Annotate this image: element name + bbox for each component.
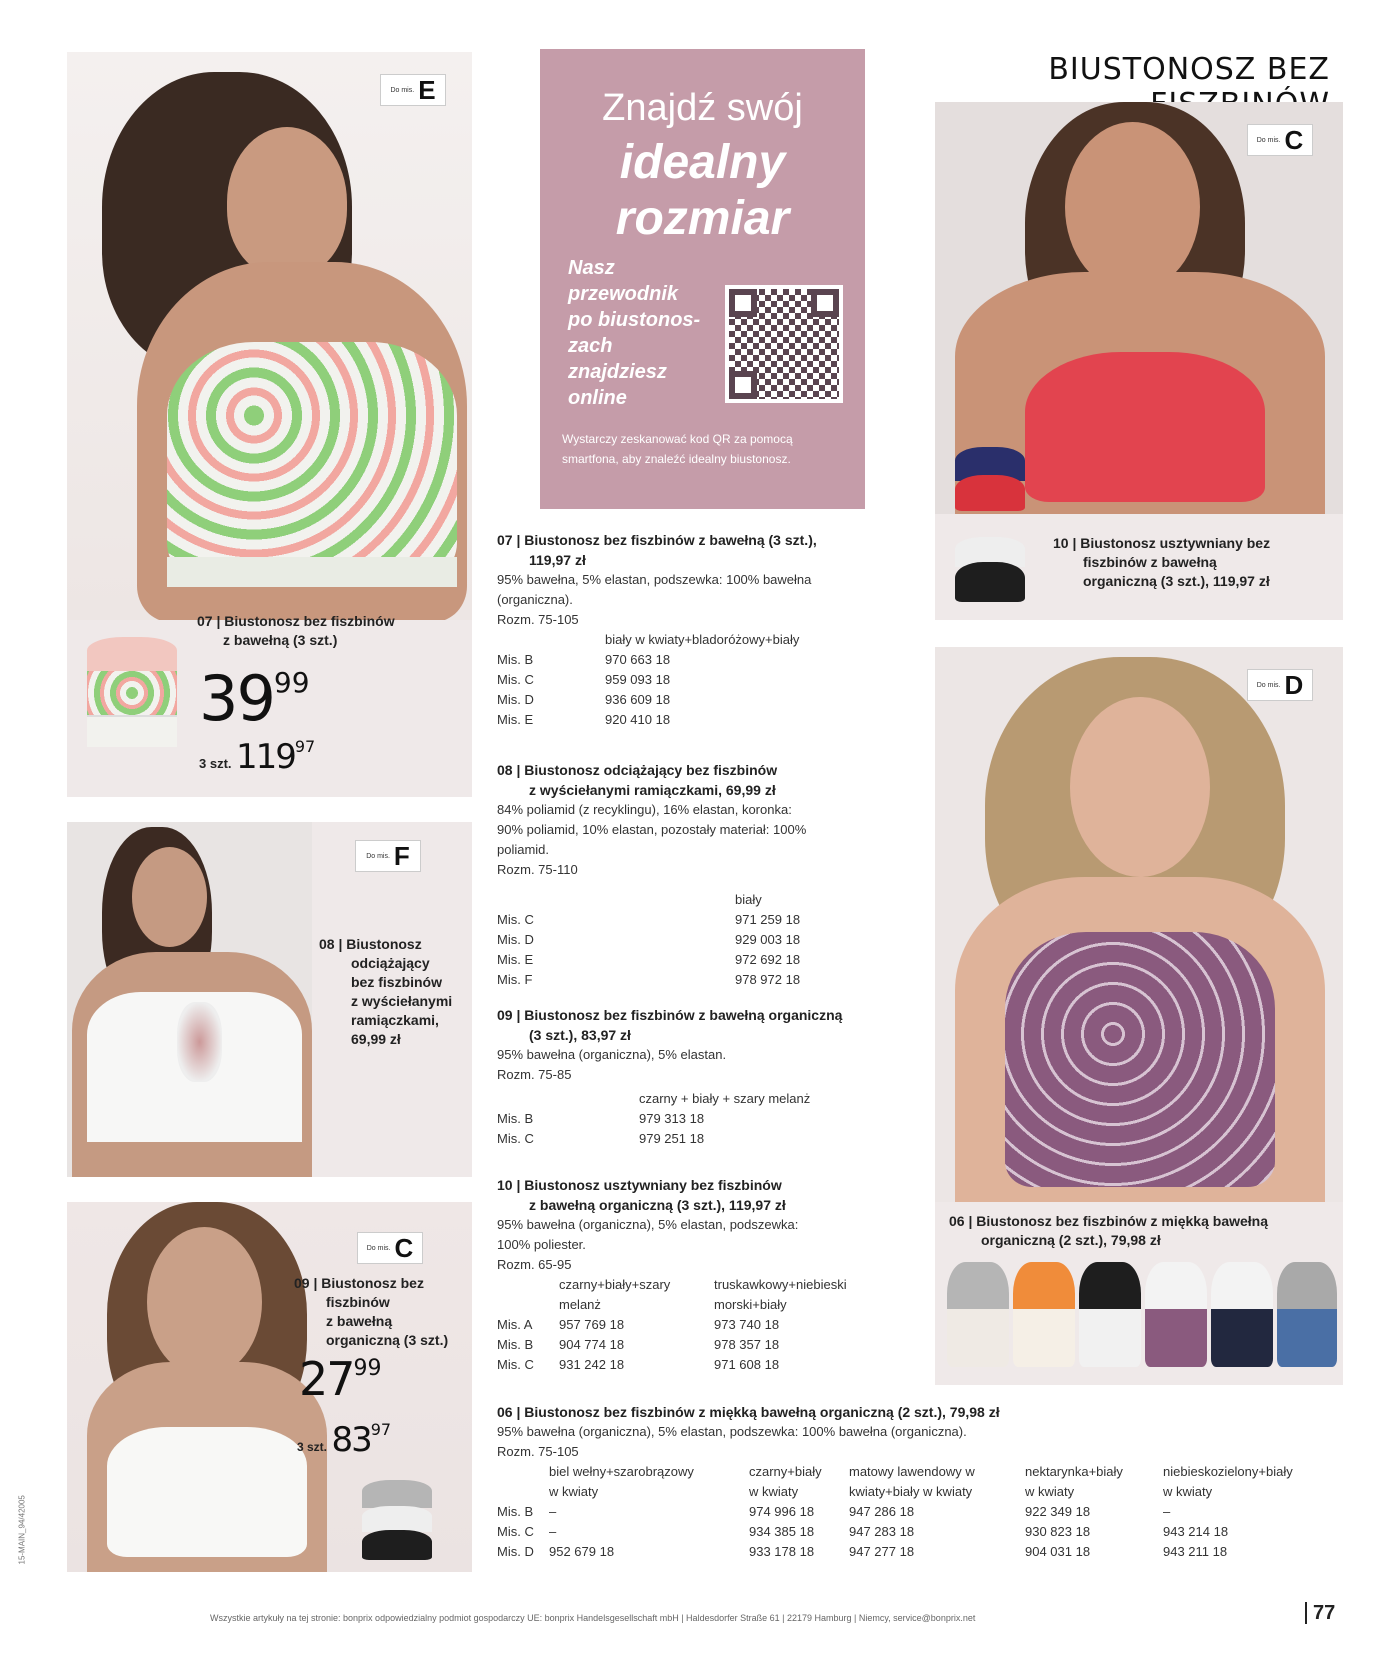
cup-cell: Mis. F (497, 972, 533, 987)
table-row (497, 1335, 847, 1355)
product-title-10: 10 | Biustonosz usztywniany bez fiszbinów z bawełną organiczną (3 szt.), 119,97 zł (1053, 534, 1343, 591)
side-code: 15-MAIN_94/42005 (17, 1495, 27, 1565)
table-row (497, 1522, 1293, 1542)
color-header: melanż (559, 1297, 601, 1312)
cup-cell: Mis. B (497, 1111, 534, 1126)
promo-note (562, 429, 852, 469)
product-title-08: 08 | Biustonosz odciążający bez fiszbinów z wyściełanymi ramiączkami, 69,99 zł (319, 935, 469, 1049)
title-line1: Biustonosz bez (321, 1275, 424, 1291)
spec-title-line1: Biustonosz odciążający bez fiszbinów (524, 762, 778, 778)
guide-line: przewodnik (568, 283, 679, 305)
variant-orange (1013, 1262, 1075, 1367)
spec-number: 07 (497, 532, 513, 548)
product-photo-07 (67, 52, 472, 620)
product-card-09[interactable] (67, 1202, 472, 1572)
title-line4: organiczną (3 szt.) (326, 1332, 449, 1348)
title-line1: Biustonosz bez fiszbinów z miękką bawełną (976, 1213, 1269, 1229)
cup-cell: Mis. C (497, 672, 534, 687)
color-header: matowy lawendowy w (849, 1464, 975, 1479)
badge-cup: D (1284, 669, 1304, 700)
cup-cell: Mis. C (497, 1131, 534, 1146)
title-line3: organiczną (3 szt.), 119,97 zł (1083, 573, 1270, 589)
price-decimal: 99 (273, 666, 310, 699)
color-header: czarny+biały+szary (559, 1277, 671, 1292)
cup-cell: Mis. D (497, 1544, 534, 1559)
table-row (497, 1355, 847, 1375)
guide-line: online (568, 387, 627, 409)
cup-cell: Mis. B (497, 1504, 534, 1519)
color-header: truskawkowy+niebieski (714, 1277, 847, 1292)
product-card-08[interactable] (67, 822, 472, 1177)
spec-desc: poliamid. (497, 842, 550, 857)
table-row (497, 1315, 847, 1335)
cup-cell: Mis. B (497, 1337, 534, 1352)
cup-cell: Mis. C (497, 1524, 534, 1539)
badge-prefix: Do mis. (390, 86, 415, 94)
cup-cell: Mis. E (497, 952, 534, 967)
product-title-09: 09 | Biustonosz bez fiszbinów z bawełną organiczną (3 szt.) (294, 1274, 472, 1350)
note-line: Wystarczy zeskanować kod QR za pomocą (562, 432, 793, 446)
variant-navy (1211, 1262, 1273, 1367)
product-card-07[interactable] (67, 52, 472, 797)
article-cell: 952 679 18 (549, 1544, 615, 1559)
size-guide-promo[interactable] (540, 49, 865, 509)
table-row (497, 710, 799, 730)
spec-block-10: 10 | Biustonosz usztywniany bez fiszbinów z bawełną organiczną (3 szt.), 119,97 zł 95% bawełna (organiczna), 5% elastan, podszewka: 100% poliester. Rozm. 65-95 czarny+biały+szary melanż truskawkowy+niebieski morski+biały Mis. A 957 769 18 973 740 18 Mis. B 904 774 18 978 357 18 Mis. C 931 242 18 971 608 18 (497, 1175, 917, 1375)
price-multi-07 (199, 737, 315, 777)
cup-cell: Mis. E (497, 712, 534, 727)
table-row (497, 1502, 1293, 1522)
promo-line2: idealny (619, 136, 786, 189)
multi-label: 3 szt. (297, 1440, 328, 1454)
product-card-10[interactable] (935, 102, 1343, 620)
spec-number: 06 (497, 1404, 513, 1420)
cup-cell: Mis. A (497, 1317, 533, 1332)
product-number: 10 (1053, 535, 1069, 551)
spec-title-line1: Biustonosz bez fiszbinów z bawełną organiczną (524, 1007, 843, 1023)
article-cell: 973 740 18 (714, 1317, 780, 1332)
product-card-06[interactable] (935, 647, 1343, 1385)
variant-black (1079, 1262, 1141, 1367)
article-cell: 931 242 18 (559, 1357, 625, 1372)
title-line2: organiczną (2 szt.), 79,98 zł (981, 1232, 1161, 1248)
article-cell: 959 093 18 (605, 672, 671, 687)
title-line1: Biustonosz usztywniany bez (1080, 535, 1271, 551)
article-cell: – (1163, 1504, 1171, 1519)
spec-block-08: 08 | Biustonosz odciążający bez fiszbinów z wyściełanymi ramiączkami, 69,99 zł 84% poliamid (z recyklingu), 16% elastan, koronka: 90% poliamid, 10% elastan, pozostały materiał: 100% poliamid. Rozm. 75-110 biały Mis. C 971 259 18 Mis. D 929 003 18 Mis. E 972 692 18 Mis. F 978 972 18 (497, 760, 897, 990)
article-cell: 904 774 18 (559, 1337, 625, 1352)
spec-block-09: 09 | Biustonosz bez fiszbinów z bawełną organiczną (3 szt.), 83,97 zł 95% bawełna (organiczna), 5% elastan. Rozm. 75-85 czarny + biały + szary melanż Mis. B 979 313 18 Mis. C 979 251 18 (497, 1005, 897, 1149)
spec-block-06: 06 | Biustonosz bez fiszbinów z miękką bawełną organiczną (2 szt.), 79,98 zł 95% bawełna (organiczna), 5% elastan, podszewka: 100% bawełna (organiczna). Rozm. 75-105 biel wełny+szarobrązowy w kwiaty czarny+biały w kwiaty matowy lawendowy w kwiaty+biały w kwiaty nektarynka+biały w kwiaty niebieskozielony+biały w kwiaty Mis. B – 974 996 18 947 286 18 922 349 18 – Mis. C – 934 385 18 947 283 18 930 823 18 943 214 18 Mis. D 952 679 18 933 178 18 947 277 18 904 031 18 943 211 18 (497, 1402, 1357, 1562)
product-number: 07 (197, 613, 213, 629)
product-photo-08 (67, 822, 312, 1177)
page-title: BIUSTONOSZ BEZ (1048, 52, 1330, 87)
table-row (497, 1542, 1293, 1562)
article-cell: 933 178 18 (749, 1544, 815, 1559)
title-line1: Biustonosz (346, 936, 422, 952)
spec-sizes: Rozm. 75-110 (497, 862, 578, 877)
product-thumbnail-10 (955, 447, 1025, 607)
cup-size-badge-F (355, 840, 421, 872)
price-integer: 39 (199, 662, 274, 735)
article-cell: 947 277 18 (849, 1544, 915, 1559)
size-table-06 (497, 1462, 1293, 1562)
price-decimal: 99 (353, 1356, 382, 1381)
article-cell: 978 357 18 (714, 1337, 780, 1352)
size-table-09 (497, 1089, 810, 1149)
color-header: czarny+biały (749, 1464, 822, 1479)
title-line1: Biustonosz bez fiszbinów (224, 613, 395, 629)
cup-cell: Mis. D (497, 692, 534, 707)
article-cell: 974 996 18 (749, 1504, 815, 1519)
product-title-06: 06 | Biustonosz bez fiszbinów z miękką bawełną organiczną (2 szt.), 79,98 zł (949, 1212, 1339, 1250)
color-header: czarny + biały + szary melanż (639, 1091, 811, 1106)
color-header: w kwiaty (1025, 1484, 1075, 1499)
color-header: w kwiaty (1163, 1484, 1213, 1499)
price-integer: 27 (299, 1352, 354, 1406)
bra-floral-print (167, 342, 457, 587)
product-number: 08 (319, 936, 335, 952)
title-line3: bez fiszbinów (351, 974, 442, 990)
badge-prefix: Do mis. (366, 852, 390, 860)
spec-desc: 95% bawełna (organiczna), 5% elastan, podszewka: (497, 1217, 799, 1232)
cup-cell: Mis. C (497, 1357, 534, 1372)
size-table-08 (497, 890, 800, 990)
badge-prefix: Do mis. (366, 1244, 391, 1252)
color-header: morski+biały (714, 1297, 787, 1312)
article-cell: 979 251 18 (639, 1131, 705, 1146)
multi-price-decimal: 97 (294, 737, 316, 756)
color-header: w kwiaty (549, 1484, 599, 1499)
title-line3: z bawełną (326, 1313, 393, 1329)
spec-desc: 95% bawełna (organiczna), 5% elastan, podszewka: 100% bawełna (organiczna). (497, 1424, 967, 1439)
spec-block-07: 07 | Biustonosz bez fiszbinów z bawełną (3 szt.), 119,97 zł 95% bawełna, 5% elastan, podszewka: 100% bawełna (organiczna). Rozm. 75-105 biały w kwiaty+bladoróżowy+biały Mis. B 970 663 18 Mis. C 959 093 18 Mis. D 936 609 18 Mis. E 920 410 18 (497, 530, 897, 730)
table-row (497, 690, 799, 710)
title-line2: odciążający (351, 955, 430, 971)
bra-red (1025, 352, 1265, 502)
cup-size-badge-C (1247, 124, 1313, 156)
spec-title-line1: Biustonosz bez fiszbinów z bawełną (3 szt.), (524, 532, 817, 548)
guide-line: znajdziesz (568, 361, 667, 383)
promo-line3: rozmiar (615, 192, 790, 245)
page-number-text: 77 (1305, 1602, 1335, 1624)
spec-desc: (organiczna). (497, 592, 573, 607)
article-cell: 979 313 18 (639, 1111, 705, 1126)
table-row (497, 1109, 810, 1129)
spec-number: 08 (497, 762, 513, 778)
cup-cell: Mis. B (497, 652, 534, 667)
variant-thumbnails-06 (947, 1262, 1337, 1372)
cup-cell: Mis. C (497, 912, 534, 927)
title-line5: ramiączkami, (351, 1012, 439, 1028)
article-cell: 971 259 18 (735, 912, 801, 927)
promo-line1: Znajdź swój (602, 87, 803, 129)
article-cell: 971 608 18 (714, 1357, 780, 1372)
spec-sizes: Rozm. 75-105 (497, 612, 579, 627)
cup-cell: Mis. D (497, 932, 534, 947)
guide-line: Nasz (568, 257, 615, 279)
spec-title-line2: z bawełną organiczną (3 szt.), 119,97 zł (529, 1197, 786, 1213)
badge-cup: C (1284, 124, 1304, 155)
promo-guide-text (568, 255, 728, 411)
multi-price-integer: 119 (235, 737, 295, 777)
color-header: biel wełny+szarobrązowy (549, 1464, 694, 1479)
table-row (497, 670, 799, 690)
article-cell: 943 214 18 (1163, 1524, 1229, 1539)
spec-sizes: Rozm. 65-95 (497, 1257, 572, 1272)
page-number (1305, 1602, 1335, 1625)
article-cell: 978 972 18 (735, 972, 801, 987)
article-cell: 922 349 18 (1025, 1504, 1091, 1519)
spec-number: 10 (497, 1177, 513, 1193)
color-header: niebieskozielony+biały (1163, 1464, 1293, 1479)
product-number: 09 (294, 1275, 310, 1291)
spec-number: 09 (497, 1007, 513, 1023)
article-cell: 957 769 18 (559, 1317, 625, 1332)
spec-desc: 95% bawełna (organiczna), 5% elastan. (497, 1047, 727, 1062)
multi-price-integer: 83 (331, 1420, 371, 1460)
article-cell: 930 823 18 (1025, 1524, 1091, 1539)
table-row (497, 1129, 810, 1149)
color-header: kwiaty+biały w kwiaty (849, 1484, 973, 1499)
article-cell: – (549, 1504, 557, 1519)
variant-blue (1277, 1262, 1337, 1367)
footer-legal: Wszystkie artykuły na tej stronie: bonprix odpowiedzialny podmiot gospodarczy UE: bonprix Handelsgesellschaft mbH | Haldesdorfer Straße 61 | 22179 Hamburg | Niemcy, service@bonprix.net (210, 1613, 976, 1623)
title-line2: fiszbinów (326, 1294, 390, 1310)
article-cell: 920 410 18 (605, 712, 671, 727)
price-multi-09 (297, 1420, 391, 1460)
table-row (497, 910, 800, 930)
article-cell: 972 692 18 (735, 952, 801, 967)
title-line6: 69,99 zł (351, 1031, 401, 1047)
badge-prefix: Do mis. (1256, 136, 1281, 144)
product-thumbnail-09 (362, 1480, 432, 1560)
spec-title-line2: (3 szt.), 83,97 zł (529, 1027, 631, 1043)
color-header: w kwiaty (749, 1484, 799, 1499)
qr-code[interactable] (725, 285, 843, 403)
cup-size-badge-E (380, 74, 446, 106)
product-photo-06 (935, 647, 1343, 1202)
color-header: nektarynka+biały (1025, 1464, 1123, 1479)
article-cell: 947 283 18 (849, 1524, 915, 1539)
product-title-07: 07 | Biustonosz bez fiszbinów z bawełną (3 szt.) (197, 613, 395, 648)
variant-lavender (1145, 1262, 1207, 1367)
guide-line: zach (568, 335, 613, 357)
badge-prefix: Do mis. (1256, 681, 1281, 689)
price-single-09 (299, 1352, 382, 1406)
badge-cup: C (394, 1232, 414, 1263)
spec-desc: 90% poliamid, 10% elastan, pozostały materiał: 100% (497, 822, 807, 837)
size-table-10 (497, 1275, 847, 1375)
article-cell: 934 385 18 (749, 1524, 815, 1539)
title-line4: z wyściełanymi (351, 993, 453, 1009)
spec-title-line1: Biustonosz bez fiszbinów z miękką bawełną organiczną (2 szt.), 79,98 zł (524, 1404, 1000, 1420)
article-cell: 929 003 18 (735, 932, 801, 947)
spec-title-line2: 119,97 zł (529, 552, 586, 568)
spec-sizes: Rozm. 75-85 (497, 1067, 572, 1082)
table-row (497, 650, 799, 670)
color-header: biały w kwiaty+bladoróżowy+biały (605, 632, 800, 647)
spec-desc: 95% bawełna, 5% elastan, podszewka: 100% bawełna (497, 572, 812, 587)
note-line: smartfona, aby znaleźć idealny biustonosz. (562, 452, 791, 466)
guide-line: po biustonos- (568, 309, 701, 331)
article-cell: 970 663 18 (605, 652, 671, 667)
table-row (497, 930, 800, 950)
size-table-07 (497, 630, 799, 730)
title-line2: z bawełną (3 szt.) (223, 632, 338, 648)
table-row (497, 950, 800, 970)
spec-title-line2: z wyściełanymi ramiączkami, 69,99 zł (529, 782, 776, 798)
article-cell: 947 286 18 (849, 1504, 915, 1519)
badge-cup: E (418, 74, 436, 105)
cup-size-badge-C (357, 1232, 423, 1264)
article-cell: 943 211 18 (1163, 1544, 1228, 1559)
cup-size-badge-D (1247, 669, 1313, 701)
spec-sizes: Rozm. 75-105 (497, 1444, 579, 1459)
price-single-07 (199, 662, 310, 735)
badge-cup: F (393, 840, 410, 871)
multi-label: 3 szt. (199, 756, 232, 771)
spec-desc: 100% poliester. (497, 1237, 586, 1252)
spec-desc: 84% poliamid (z recyklingu), 16% elastan, koronka: (497, 802, 792, 817)
table-row (497, 970, 800, 990)
color-header: biały (735, 892, 762, 907)
article-cell: – (549, 1524, 557, 1539)
bra-white-cotton (107, 1427, 307, 1557)
product-thumbnail-07 (87, 637, 177, 747)
article-cell: 936 609 18 (605, 692, 671, 707)
title-line2: fiszbinów z bawełną (1083, 554, 1217, 570)
multi-price-decimal: 97 (370, 1420, 392, 1439)
product-number: 06 (949, 1213, 965, 1229)
article-cell: 904 031 18 (1025, 1544, 1091, 1559)
variant-grey (947, 1262, 1009, 1367)
bra-purple-floral (1005, 932, 1275, 1187)
spec-title-line1: Biustonosz usztywniany bez fiszbinów (524, 1177, 782, 1193)
